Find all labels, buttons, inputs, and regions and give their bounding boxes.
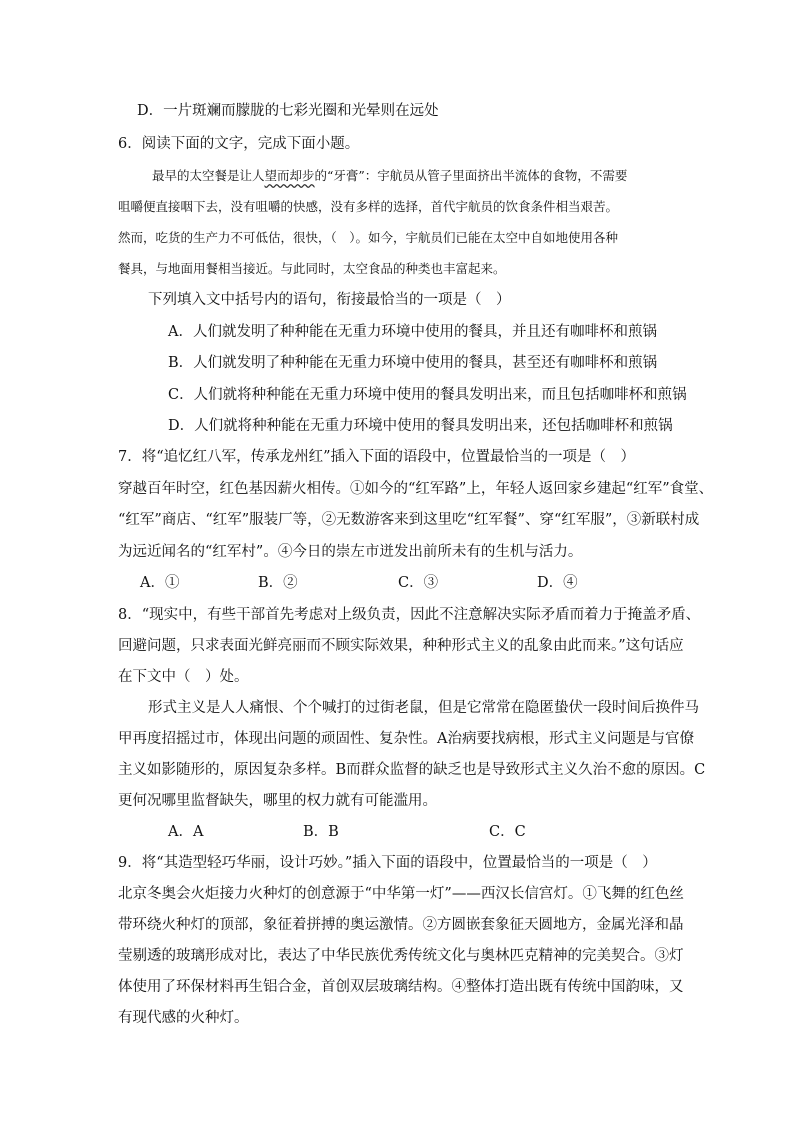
q9-passage-line-4: 体使用了环保材料再生铝合金，首创双层玻璃结构。④整体打造出既有传统中国韵味，又	[118, 979, 684, 995]
q7-passage-line-2: “红军”商店、“红军”服装厂等，②无数游客来到这里吃“红军餐”、穿“红军服”，③新联村成	[118, 512, 700, 528]
q8-passage-line-3: 主义如影随形的，原因复杂多样。B而群众监督的缺乏也是导致形式主义久治不愈的原因。C	[118, 762, 706, 778]
q7-option-c[interactable]: C．③	[398, 575, 439, 591]
q9-stem: 9．将“其造型轻巧华丽，设计巧妙。”插入下面的语段中，位置最恰当的一项是（ ）	[118, 855, 657, 871]
q5-option-d: D．一片斑斓而朦胧的七彩光圈和光晕则在远处	[137, 103, 439, 119]
q6-passage-line-3: 然而，吃货的生产力不可低估，很快，（ ）。如今，宇航员们已能在太空中自如地使用各种	[118, 230, 619, 245]
q8-stem-line-1: 8．“现实中，有些干部首先考虑对上级负责，因此不注意解决实际矛盾而着力于掩盖矛盾、	[118, 607, 701, 623]
q9-passage-line-3: 莹剔透的玻璃形成对比，表达了中华民族优秀传统文化与奥林匹克精神的完美契合。③灯	[118, 948, 684, 964]
q6-passage-line-1: 最早的太空餐是让人望而却步的“牙膏”：宇航员从管子里面挤出半流体的食物，不需要	[152, 168, 628, 183]
q7-passage-line-3: 为远近闻名的“红军村”。④今日的崇左市迸发出前所未有的生机与活力。	[118, 544, 583, 560]
q8-option-b[interactable]: B．B	[303, 824, 339, 840]
q7-stem: 7．将“追忆红八军，传承龙州红”插入下面的语段中，位置最恰当的一项是（ ）	[118, 449, 636, 465]
q6-question: 下列填入文中括号内的语句，衔接最恰当的一项是（ ）	[148, 292, 511, 308]
q9-passage-line-2: 带环绕火种灯的顶部，象征着拼搏的奥运激情。②方圆嵌套象征天圆地方，金属光泽和晶	[118, 917, 684, 933]
q8-passage-line-1: 形式主义是人人痛恨、个个喊打的过街老鼠，但是它常常在隐匿蛰伏一段时间后换件马	[148, 700, 699, 716]
q6-option-b[interactable]: B．人们就发明了种种能在无重力环境中使用的餐具，甚至还有咖啡杯和煎锅	[168, 355, 658, 371]
q6-passage-line-4: 餐具，与地面用餐相当接近。与此同时，太空食品的种类也丰富起来。	[118, 261, 506, 276]
q8-option-c[interactable]: C．C	[489, 824, 526, 840]
q6-stem: 6．阅读下面的文字，完成下面小题。	[118, 136, 360, 152]
q6-option-a[interactable]: A．人们就发明了种种能在无重力环境中使用的餐具，并且还有咖啡杯和煎锅	[168, 324, 657, 340]
q8-stem-line-2: 回避问题，只求表面光鲜亮丽而不顾实际效果，种种形式主义的乱象由此而来。”这句话应	[118, 638, 684, 654]
q8-passage-line-4: 更何况哪里监督缺失，哪里的权力就有可能滥用。	[118, 793, 437, 809]
q8-passage-line-2: 甲再度招摇过市，体现出问题的顽固性、复杂性。A治病要找病根，形式主义问题是与官僚	[118, 731, 694, 747]
q6-wavy-underlined-phrase: 望而却步	[264, 168, 315, 183]
q7-option-a[interactable]: A．①	[140, 575, 180, 591]
q6-passage-line-2: 咀嚼便直接咽下去，没有咀嚼的快感，没有多样的选择，首代宇航员的饮食条件相当艰苦。	[118, 199, 619, 214]
q9-passage-line-1: 北京冬奥会火炬接力火种灯的创意源于“中华第一灯”——西汉长信宫灯。①飞舞的红色丝	[118, 886, 684, 902]
q7-option-d[interactable]: D．④	[537, 575, 578, 591]
q9-passage-line-5: 有现代感的火种灯。	[118, 1010, 249, 1026]
q8-stem-line-3: 在下文中（ ）处。	[118, 669, 249, 685]
q7-option-b[interactable]: B．②	[258, 575, 298, 591]
q8-option-a[interactable]: A．A	[168, 824, 204, 840]
q7-passage-line-1: 穿越百年时空，红色基因薪火相传。①如今的“红军路”上，年轻人返回家乡建起“红军”食堂、	[118, 481, 714, 497]
q6-option-c[interactable]: C．人们就将种种能在无重力环境中使用的餐具发明出来，而且包括咖啡杯和煎锅	[168, 387, 687, 403]
q6-option-d[interactable]: D．人们就将种种能在无重力环境中使用的餐具发明出来，还包括咖啡杯和煎锅	[168, 418, 673, 434]
